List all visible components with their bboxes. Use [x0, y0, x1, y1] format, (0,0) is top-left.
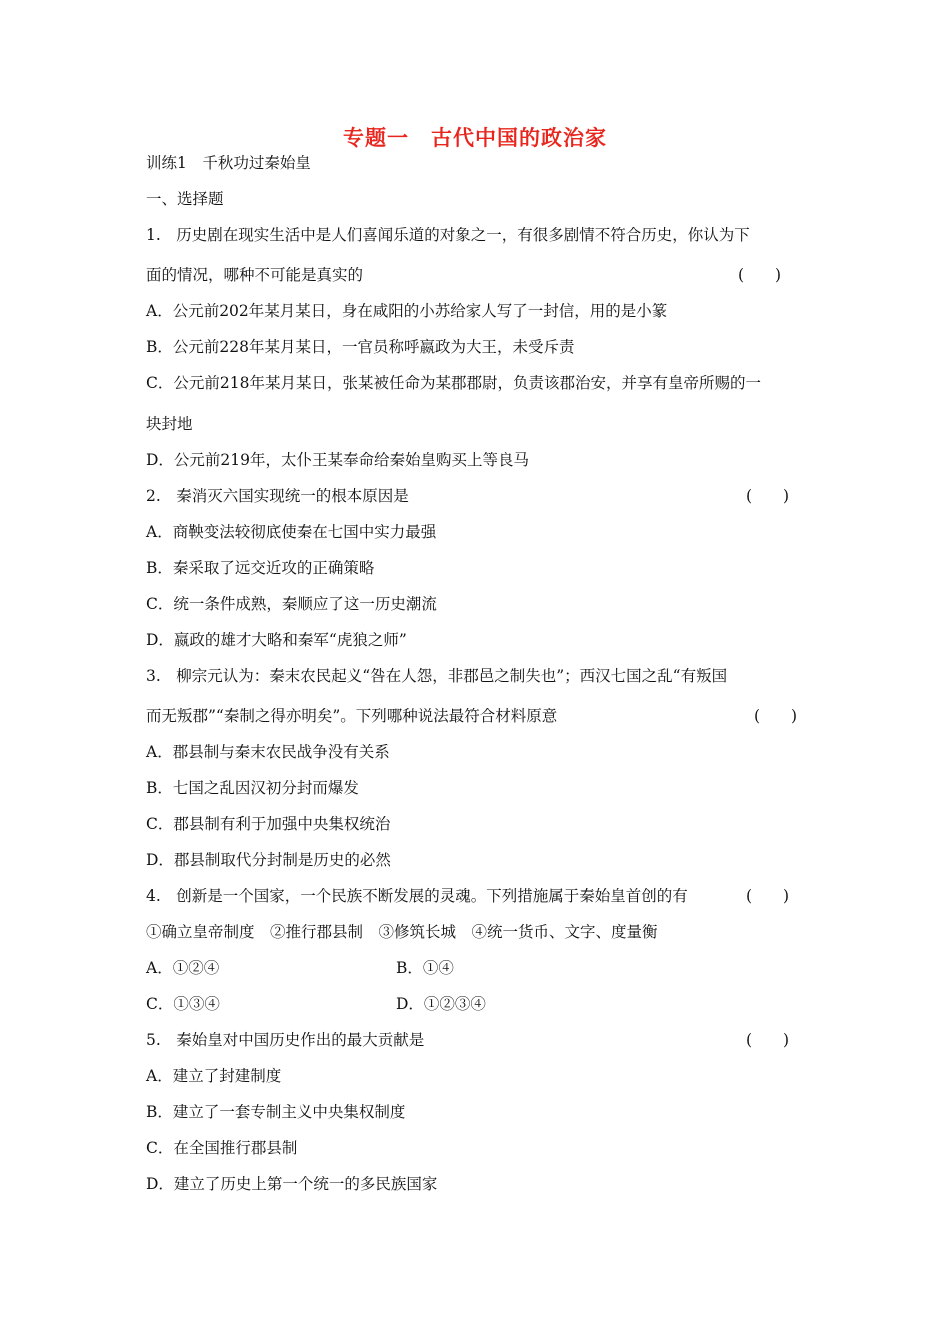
- q1-option-c-line2: 块封地: [146, 415, 193, 433]
- q2-option-b: B．秦采取了远交近攻的正确策略: [146, 559, 375, 577]
- q5-option-b: B．建立了一套专制主义中央集权制度: [146, 1103, 406, 1121]
- q5-answer-blank: ( ): [746, 1031, 790, 1049]
- page-title: 专题一 古代中国的政治家: [343, 125, 607, 150]
- q1-option-d: D．公元前219年，太仆王某奉命给秦始皇购买上等良马: [146, 451, 530, 469]
- q3-option-d: D．郡县制取代分封制是历史的必然: [146, 851, 391, 869]
- q2-option-c: C．统一条件成熟，秦顺应了这一历史潮流: [146, 595, 437, 613]
- q4-option-d: D．①②③④: [396, 995, 486, 1013]
- q3-stem-line1: 3. 柳宗元认为：秦末农民起义“咎在人怨，非郡邑之制失也”；西汉七国之乱“有叛国: [146, 667, 728, 685]
- q2-answer-blank: ( ): [746, 487, 790, 505]
- q5-option-a: A．建立了封建制度: [146, 1067, 282, 1085]
- q3-option-c: C．郡县制有利于加强中央集权统治: [146, 815, 391, 833]
- q3-answer-blank: ( ): [754, 707, 798, 725]
- q5-option-c: C．在全国推行郡县制: [146, 1139, 298, 1157]
- q2-option-a: A．商鞅变法较彻底使秦在七国中实力最强: [146, 523, 437, 541]
- training-subtitle: 训练1 千秋功过秦始皇: [146, 154, 311, 172]
- section-heading: 一、选择题: [146, 190, 224, 208]
- q5-option-d: D．建立了历史上第一个统一的多民族国家: [146, 1175, 438, 1193]
- q5-stem: 5. 秦始皇对中国历史作出的最大贡献是: [146, 1031, 425, 1049]
- q4-option-a: A．①②④: [146, 959, 220, 977]
- q1-stem-line2: 面的情况，哪种不可能是真实的: [146, 266, 364, 284]
- q1-option-c-line1: C．公元前218年某月某日，张某被任命为某郡郡尉，负责该郡治安，并享有皇帝所赐的一: [146, 374, 761, 392]
- q4-option-c: C．①③④: [146, 995, 220, 1013]
- q4-stem: 4. 创新是一个国家，一个民族不断发展的灵魂。下列措施属于秦始皇首创的有: [146, 887, 688, 905]
- q3-option-a: A．郡县制与秦末农民战争没有关系: [146, 743, 390, 761]
- q3-option-b: B．七国之乱因汉初分封而爆发: [146, 779, 359, 797]
- q4-answer-blank: ( ): [746, 887, 790, 905]
- q2-stem: 2. 秦消灭六国实现统一的根本原因是: [146, 487, 409, 505]
- q2-option-d: D．嬴政的雄才大略和秦军“虎狼之师”: [146, 631, 407, 649]
- q1-answer-blank: ( ): [738, 266, 782, 284]
- q4-statement-list: ①确立皇帝制度 ②推行郡县制 ③修筑长城 ④统一货币、文字、度量衡: [146, 923, 658, 941]
- q3-stem-line2: 而无叛郡”“秦制之得亦明矣”。下列哪种说法最符合材料原意: [146, 707, 558, 725]
- q1-stem-line1: 1. 历史剧在现实生活中是人们喜闻乐道的对象之一，有很多剧情不符合历史，你认为下: [146, 226, 750, 244]
- q4-option-b: B．①④: [396, 959, 454, 977]
- q1-option-a: A．公元前202年某月某日，身在咸阳的小苏给家人写了一封信，用的是小篆: [146, 302, 668, 320]
- q1-option-b: B．公元前228年某月某日，一官员称呼嬴政为大王，未受斥责: [146, 338, 575, 356]
